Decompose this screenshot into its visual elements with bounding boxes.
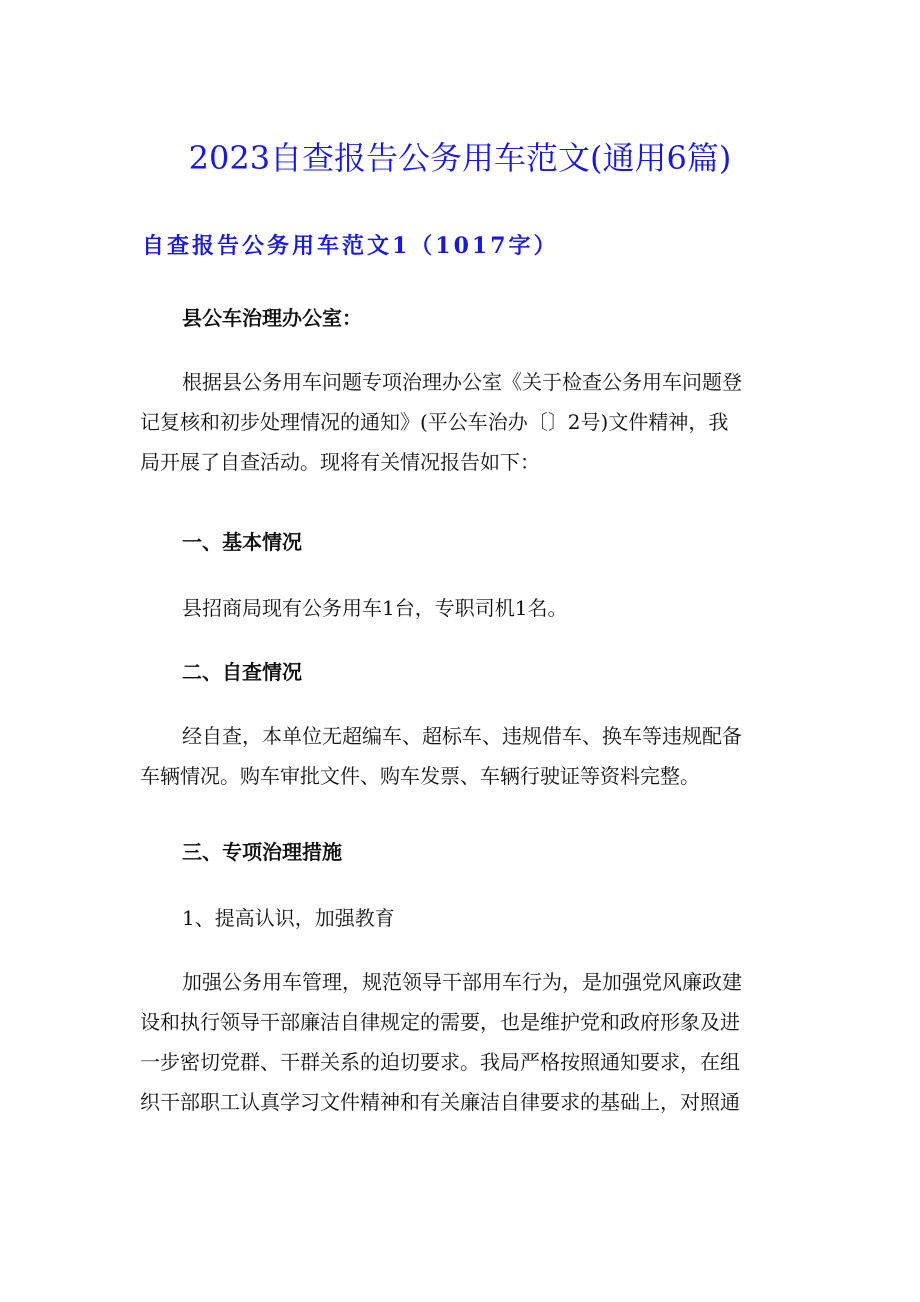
paragraph-line: 根据县公务用车问题专项治理办公室《关于检查公务用车问题登 bbox=[182, 370, 742, 394]
part1-text: 县招商局现有公务用车1台，专职司机1名。 bbox=[182, 596, 568, 620]
part1-heading: 一、基本情况 bbox=[182, 530, 302, 554]
paragraph-line: 一步密切党群、干群关系的迫切要求。我局严格按照通知要求，在组 bbox=[140, 1050, 740, 1074]
intro-paragraph bbox=[140, 362, 780, 482]
part2-paragraph bbox=[140, 716, 780, 796]
part2-heading: 二、自查情况 bbox=[182, 660, 302, 684]
paragraph-line: 局开展了自查活动。现将有关情况报告如下： bbox=[140, 450, 540, 474]
paragraph-line: 车辆情况。购车审批文件、购车发票、车辆行驶证等资料完整。 bbox=[140, 764, 700, 788]
part3-heading: 三、专项治理措施 bbox=[182, 840, 342, 864]
part3-subheading: 1、提高认识，加强教育 bbox=[182, 906, 395, 930]
salutation: 县公车治理办公室： bbox=[182, 306, 362, 330]
paragraph-line: 设和执行领导干部廉洁自律规定的需要，也是维护党和政府形象及进 bbox=[140, 1010, 740, 1034]
part3-paragraph bbox=[140, 962, 780, 1122]
paragraph-line: 经自查，本单位无超编车、超标车、违规借车、换车等违规配备 bbox=[182, 724, 742, 748]
paragraph-line: 加强公务用车管理，规范领导干部用车行为，是加强党风廉政建 bbox=[182, 970, 742, 994]
section-heading-1: 自查报告公务用车范文1（1017字） bbox=[142, 233, 559, 259]
paragraph-line: 织干部职工认真学习文件精神和有关廉洁自律要求的基础上，对照通 bbox=[140, 1090, 740, 1114]
paragraph-line: 记复核和初步处理情况的通知》(平公车治办〔〕2号)文件精神，我 bbox=[140, 410, 729, 434]
document-title: 2023自查报告公务用车范文(通用6篇) bbox=[188, 139, 732, 177]
